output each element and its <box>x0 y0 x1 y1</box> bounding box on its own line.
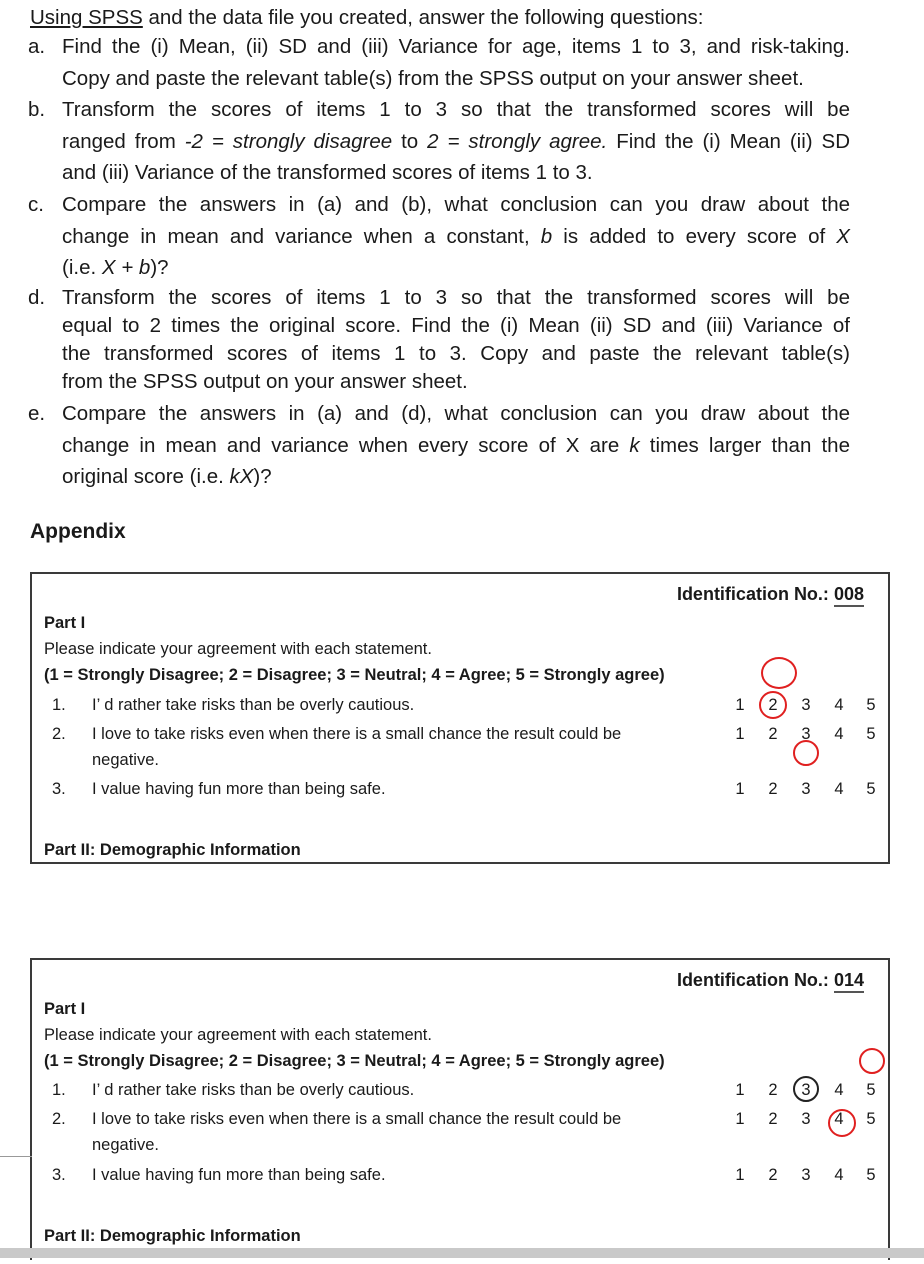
rating-option[interactable]: 5 <box>866 1081 876 1099</box>
instruction-text: Please indicate your agreement with each statement. <box>44 640 432 658</box>
question-line: Transform the scores of items 1 to 3 so that the transformed scores will be <box>62 286 850 309</box>
question-c <box>28 189 850 284</box>
question-d <box>28 284 850 396</box>
rating-option[interactable]: 4 <box>834 1081 844 1099</box>
question-line: Compare the answers in (a) and (b), what conclusion can you draw about the <box>62 193 850 216</box>
rating-option[interactable]: 3 <box>801 1081 811 1099</box>
handdrawn-circle-mark <box>761 657 797 689</box>
question-line: Compare the answers in (a) and (d), what conclusion can you draw about the <box>62 402 850 425</box>
rating-option[interactable]: 2 <box>768 725 778 743</box>
id-value: 014 <box>834 970 864 993</box>
item-text: I value having fun more than being safe. <box>92 780 386 798</box>
question-line: and (iii) Variance of the transformed scores of items 1 to 3. <box>62 161 593 184</box>
handdrawn-circle-mark <box>859 1048 885 1074</box>
item-text: I’ d rather take risks than be overly cautious. <box>92 696 415 714</box>
rating-option[interactable]: 5 <box>866 696 876 714</box>
rating-option[interactable]: 3 <box>801 1110 811 1128</box>
rating-option[interactable]: 2 <box>768 1081 778 1099</box>
rating-option[interactable]: 4 <box>834 1110 844 1128</box>
question-line: Copy and paste the relevant table(s) from the SPSS output on your answer sheet. <box>62 66 804 90</box>
rating-option[interactable]: 2 <box>768 780 778 798</box>
part-one-heading: Part I <box>44 1000 86 1018</box>
rating-option[interactable]: 5 <box>866 1166 876 1184</box>
rating-option[interactable]: 4 <box>834 780 844 798</box>
item-text: I love to take risks even when there is a small chance the result could be <box>92 1110 622 1128</box>
rating-option[interactable]: 2 <box>768 696 778 714</box>
rating-option[interactable]: 4 <box>834 725 844 743</box>
selection-circle-item-1 <box>759 691 787 719</box>
id-value: 008 <box>834 584 864 607</box>
rating-option[interactable]: 2 <box>768 1166 778 1184</box>
instruction-text: Please indicate your agreement with each statement. <box>44 1026 432 1044</box>
item-text: I love to take risks even when there is a small chance the result could be <box>92 725 622 743</box>
rating-option[interactable]: 3 <box>801 1166 811 1184</box>
appendix-heading: Appendix <box>30 520 126 543</box>
scale-legend: (1 = Strongly Disagree; 2 = Disagree; 3 = Neutral; 4 = Agree; 5 = Strongly agree) <box>44 1052 665 1070</box>
intro-rest: and the data file you created, answer the following questions: <box>142 6 704 29</box>
intro-line <box>30 2 704 33</box>
scale-legend: (1 = Strongly Disagree; 2 = Disagree; 3 = Neutral; 4 = Agree; 5 = Strongly agree) <box>44 666 665 684</box>
bottom-bar <box>0 1248 924 1258</box>
question-letter: e. <box>28 402 46 425</box>
question-line: change in mean and variance when a constant, b is added to every score of X <box>62 224 850 248</box>
rating-option[interactable]: 1 <box>735 780 745 798</box>
item-number: 3. <box>52 780 66 798</box>
item-text: I value having fun more than being safe. <box>92 1166 386 1184</box>
rating-option[interactable]: 5 <box>866 1110 876 1128</box>
rating-option[interactable]: 1 <box>735 1110 745 1128</box>
item-text: I’ d rather take risks than be overly cautious. <box>92 1081 415 1099</box>
identification-number <box>677 970 864 991</box>
question-line: (i.e. X + b)? <box>62 256 169 279</box>
rating-option[interactable]: 5 <box>866 780 876 798</box>
question-line: Transform the scores of items 1 to 3 so that the transformed scores will be <box>62 98 850 121</box>
identification-number <box>677 584 864 605</box>
rating-option[interactable]: 1 <box>735 1166 745 1184</box>
rating-option[interactable]: 4 <box>834 696 844 714</box>
question-letter: c. <box>28 193 44 216</box>
questionnaire-form-008 <box>30 572 890 864</box>
question-a <box>28 31 850 94</box>
intro-prefix: Using SPSS <box>30 6 143 29</box>
rating-option[interactable]: 2 <box>768 1110 778 1128</box>
question-line: Find the (i) Mean, (ii) SD and (iii) Variance for age, items 1 to 3, and risk-taking. <box>62 35 850 58</box>
part-two-heading: Part II: Demographic Information <box>44 841 301 859</box>
rating-option[interactable]: 3 <box>801 780 811 798</box>
rating-option[interactable]: 5 <box>866 725 876 743</box>
question-line: change in mean and variance when every score of X are k times larger than the <box>62 433 850 457</box>
part-two-heading: Part II: Demographic Information <box>44 1227 301 1245</box>
rating-option[interactable]: 4 <box>834 1166 844 1184</box>
question-e <box>28 398 850 493</box>
divider-line <box>0 1156 32 1157</box>
selection-circle-item-1 <box>793 1076 819 1102</box>
question-line: equal to 2 times the original score. Find the (i) Mean (ii) SD and (iii) Variance of <box>62 314 850 337</box>
part-one-heading: Part I <box>44 614 86 632</box>
question-line: from the SPSS output on your answer sheet. <box>62 370 468 393</box>
item-number: 2. <box>52 725 66 743</box>
rating-option[interactable]: 3 <box>801 725 811 743</box>
item-number: 2. <box>52 1110 66 1128</box>
item-number: 3. <box>52 1166 66 1184</box>
id-label: Identification No.: <box>676 584 829 604</box>
item-number: 1. <box>52 696 66 714</box>
question-line: ranged from -2 = strongly disagree to 2 = strongly agree. Find the (i) Mean (ii) SD <box>62 129 850 153</box>
question-b <box>28 94 850 189</box>
rating-option[interactable]: 3 <box>801 696 811 714</box>
question-letter: a. <box>28 35 46 58</box>
rating-option[interactable]: 1 <box>735 696 745 714</box>
id-label: Identification No.: <box>676 970 829 990</box>
questionnaire-form-014 <box>30 958 890 1260</box>
question-line: the transformed scores of items 1 to 3. Copy and paste the relevant table(s) <box>62 342 850 365</box>
rating-option[interactable]: 1 <box>735 1081 745 1099</box>
item-text-continued: negative. <box>92 1136 159 1154</box>
item-number: 1. <box>52 1081 66 1099</box>
question-line: original score (i.e. kX)? <box>62 465 272 488</box>
item-text-continued: negative. <box>92 751 159 769</box>
selection-circle-item-2 <box>828 1109 856 1137</box>
question-letter: d. <box>28 286 46 309</box>
selection-circle-item-2 <box>793 740 819 766</box>
question-letter: b. <box>28 98 46 121</box>
rating-option[interactable]: 1 <box>735 725 745 743</box>
